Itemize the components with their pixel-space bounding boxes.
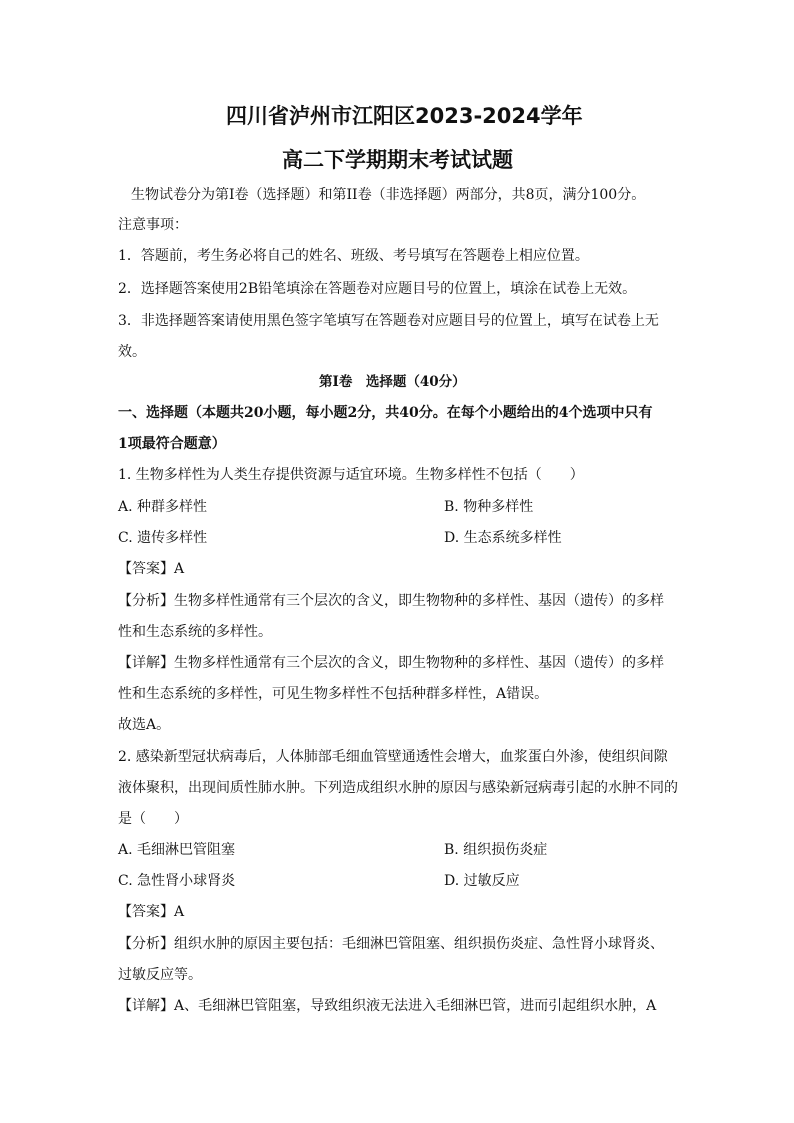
question-2-analysis: 【分析】组织水肿的原因主要包括：毛细淋巴管阻塞、组织损伤炎症、急性肾小球肾炎、 (118, 936, 664, 952)
question-2-detail: 【详解】A、毛细淋巴管阻塞，导致组织液无法进入毛细淋巴管，进而引起组织水肿，A (118, 998, 657, 1014)
exam-title-line1: 四川省泸州市江阳区2023-2024学年 (226, 104, 583, 128)
notice-item: 3．非选择题答案请使用黑色签字笔填写在答题卷对应题目号的位置上，填写在试卷上无 (118, 313, 659, 329)
section-instructions-continued: 1项最符合题意） (118, 436, 226, 452)
notice-item: 2．选择题答案使用2B铅笔填涂在答题卷对应题目号的位置上，填涂在试卷上无效。 (118, 281, 637, 297)
question-1-conclusion: 故选A。 (118, 717, 171, 733)
question-2-analysis-continued: 过敏反应等。 (118, 967, 202, 983)
question-1-detail-continued: 性和生态系统的多样性，可见生物多样性不包括种群多样性，A错误。 (118, 686, 549, 702)
question-1-option-b: B. 物种多样性 (444, 499, 534, 515)
question-2-stem-end: 是（ ） (118, 811, 188, 827)
question-2-answer: 【答案】A (118, 904, 185, 920)
question-2-option-b: B. 组织损伤炎症 (444, 842, 548, 858)
question-1-option-a: A. 种群多样性 (118, 499, 208, 515)
notice-item: 1．答题前，考生务必将自己的姓名、班级、考号填写在答题卷上相应位置。 (118, 248, 589, 264)
question-1-option-c: C. 遗传多样性 (118, 530, 208, 546)
question-2-option-c: C. 急性肾小球肾炎 (118, 873, 236, 889)
question-2-option-a: A. 毛细淋巴管阻塞 (118, 842, 236, 858)
notice-label: 注意事项： (118, 217, 188, 233)
question-2-stem: 2. 感染新型冠状病毒后，人体肺部毛细血管壁通透性会增大，血浆蛋白外渗，使组织间隙 (118, 749, 668, 765)
question-1-analysis-continued: 性和生态系统的多样性。 (118, 624, 272, 640)
exam-description: 生物试卷分为第I卷（选择题）和第II卷（非选择题）两部分，共8页，满分100分。 (131, 187, 646, 203)
question-2-option-d: D. 过敏反应 (444, 873, 520, 889)
exam-title-line2: 高二下学期期末考试试题 (282, 148, 513, 172)
question-1-stem: 1. 生物多样性为人类生存提供资源与适宜环境。生物多样性不包括（ ） (118, 467, 584, 483)
notice-item-continued: 效。 (118, 344, 146, 360)
section-instructions: 一、选择题（本题共20小题，每小题2分，共40分。在每个小题给出的4个选项中只有 (118, 405, 653, 421)
section-title: 第I卷 选择题（40分） (319, 374, 466, 390)
question-1-detail: 【详解】生物多样性通常有三个层次的含义，即生物物种的多样性、基因（遗传）的多样 (118, 655, 664, 671)
question-1-analysis: 【分析】生物多样性通常有三个层次的含义，即生物物种的多样性、基因（遗传）的多样 (118, 593, 664, 609)
question-1-option-d: D. 生态系统多样性 (444, 530, 562, 546)
question-1-answer: 【答案】A (118, 561, 185, 577)
question-2-stem-continued: 液体聚积，出现间质性肺水肿。下列造成组织水肿的原因与感染新冠病毒引起的水肿不同的 (118, 780, 678, 796)
